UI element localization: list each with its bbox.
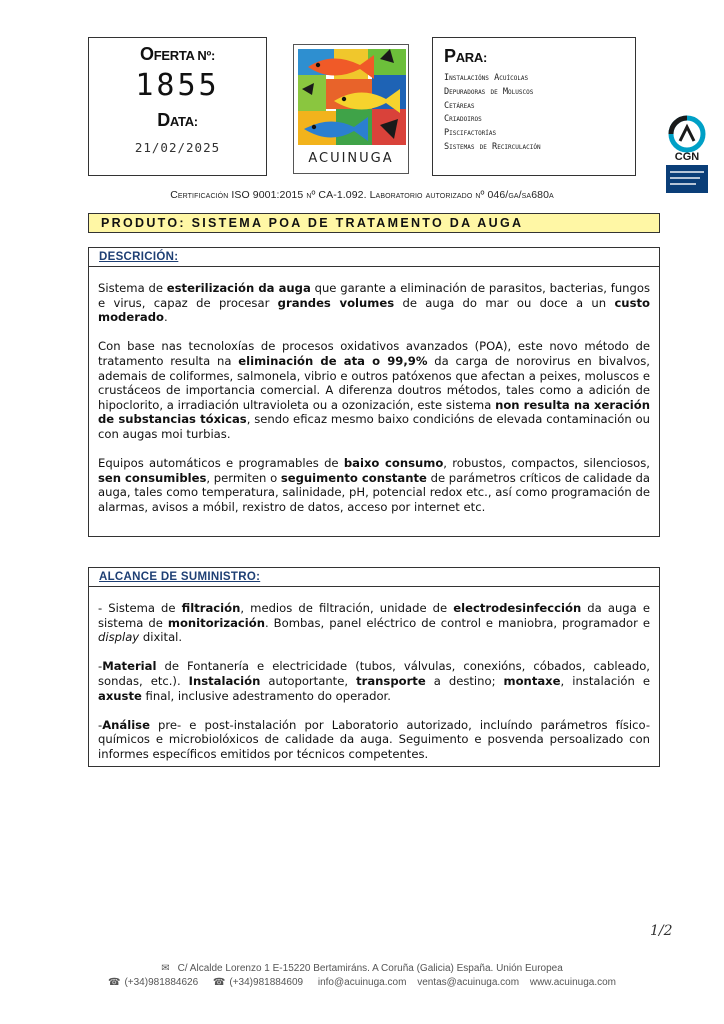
recipient-list	[444, 72, 541, 155]
cgn-certification-badge	[664, 111, 710, 195]
description-paragraph: Equipos automáticos e programables de baixo consumo, robustos, compactos, silenciosos, sen consumibles, permiten o seguimento constante de parámetros críticos de calidade da auga, tales como temperatura, salinidade, pH, potencial redox etc., así como programación de alarmas, avisos a móbil, rexistro de datos, acceso por internet etc.	[98, 456, 650, 514]
description-body	[88, 267, 660, 537]
footer-contacts	[0, 976, 724, 990]
description-paragraph: Sistema de esterilización da auga que garante a eliminación de parasitos, bacterias, fungos e virus, capaz de procesar grandes volumes de auga do mar ou doce a un custo moderado.	[98, 281, 651, 325]
website-link[interactable]: www.acuinuga.com	[529, 977, 616, 988]
acuinuga-logo	[293, 44, 409, 174]
certification-line: Certificación ISO 9001:2015 nº CA-1.092. Laboratorio autorizado nº 046/ga/sa680a	[170, 189, 554, 201]
fish-artwork-icon	[294, 45, 409, 149]
phone-1: ☎ (+34)981884626	[107, 977, 199, 988]
date-label: DATA:	[157, 110, 198, 130]
mail-icon: ✉	[161, 963, 170, 974]
scope-paragraph: - Sistema de filtración, medios de filtración, unidade de electrodesinfección da auga e sistema de monitorización. Bombas, panel eléctrico de control e maniobra, programador e display dixital.	[98, 601, 650, 645]
description-header	[88, 247, 660, 267]
scope-header	[88, 567, 660, 587]
list-item: Instalacións Acuícolas	[444, 73, 529, 83]
para-box	[432, 37, 636, 176]
email-info-link[interactable]: info@acuinuga.com	[317, 977, 407, 988]
offer-label: OFERTA Nº:	[140, 44, 215, 64]
page-number: 1/2	[650, 923, 673, 939]
description-header-label: DESCRICIÓN:	[99, 251, 179, 263]
scope-paragraph: -Material de Fontanería e electricidade (tubos, válvulas, conexións, cóbados, cableado, sondas, etc.). Instalación autoportante, transporte a destino; montaxe, instalación e axuste final, inclusive adestramento do operador.	[98, 659, 651, 703]
offer-number: 1855	[135, 68, 220, 103]
logo-text: ACUINUGA	[308, 151, 394, 166]
date-value: 21/02/2025	[134, 140, 221, 155]
footer	[0, 962, 724, 990]
phone-2: ☎ (+34)981884609	[212, 977, 304, 988]
svg-text:CGN: CGN	[674, 151, 700, 163]
product-title: PRODUTO: SISTEMA POA DE TRATAMENTO DA AUGA	[101, 216, 524, 230]
list-item: Cetáreas	[444, 100, 475, 111]
list-item: Criadoiros	[444, 114, 482, 125]
list-item: Piscifactorías	[444, 128, 497, 139]
description-paragraph: Con base nas tecnoloxías de procesos oxidativos avanzados (POA), este novo método de tratamento resulta na eliminación de ata o 99,9% da carga de norovirus en bivalvos, ademais de coliformes, salmonela, vibrio e outros patóxenos que afectan a peixes, moluscos e crustáceos de importancia comercial. A diferenza doutros métodos, tales como a adición de hipoclorito, a irradiación ultravioleta ou a ozonización, este sistema non resulta na xeración de substancias tóxicas, sendo eficaz mesmo baixo condicións de elevada contaminación ou con augas moi turbias.	[98, 339, 650, 441]
scope-header-label: ALCANCE DE SUMINISTRO:	[99, 571, 261, 583]
scope-body	[88, 587, 660, 767]
scope-paragraph: -Análise pre- e post-instalación por Laboratorio autorizado, incluíndo parámetros físico-químicos e microbiolóxicos de calidade da auga. Seguimento e posvenda persoalizado con informes específicos emitidos por técnicos competentes.	[98, 717, 650, 761]
list-item: Depuradoras de Moluscos	[444, 86, 534, 97]
offer-box	[88, 37, 267, 176]
product-bar	[88, 213, 660, 233]
email-ventas-link[interactable]: ventas@acuinuga.com	[417, 977, 520, 988]
list-item: Sistemas de Recirculación	[444, 141, 541, 152]
para-label: PARA:	[444, 46, 488, 66]
footer-address: ✉ C/ Alcalde Lorenzo 1 E-15220 Bertamiráns. A Coruña (Galicia) España. Unión Europea	[161, 963, 563, 974]
cgn-badge-icon	[664, 111, 710, 195]
